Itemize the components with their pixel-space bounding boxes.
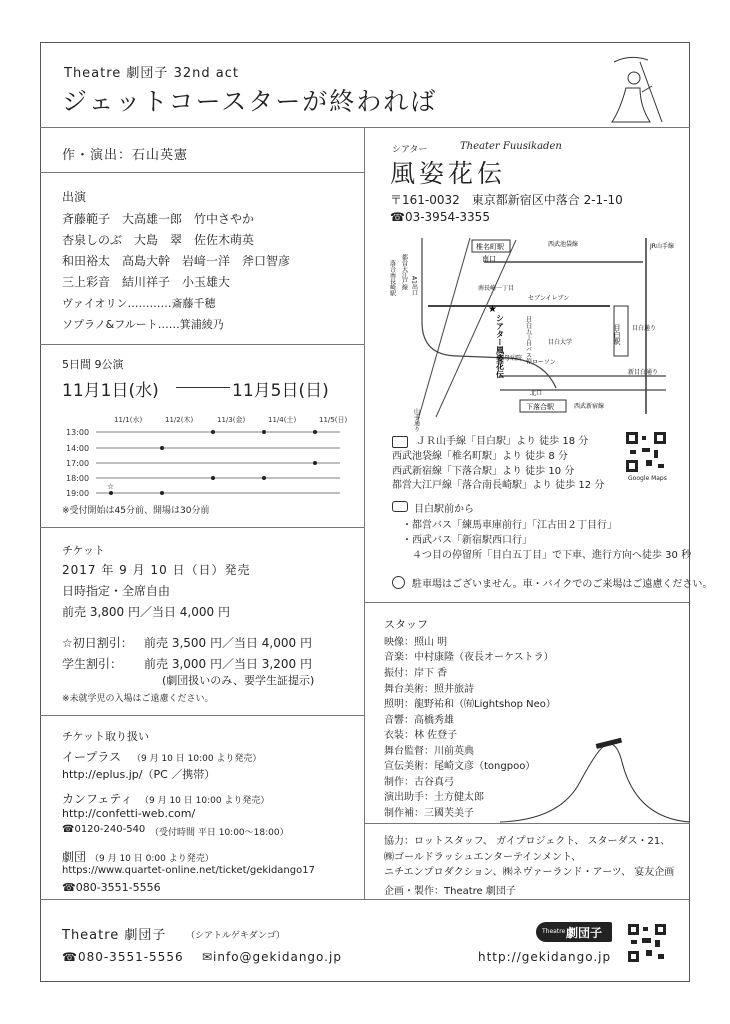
map-south-exit: 南口 (482, 255, 496, 263)
access-line: 都営大江戸線「落合南長崎駅」より 徒歩 12 分 (392, 480, 605, 491)
date-label: 11/5(日) (319, 416, 348, 424)
logo-big-text: 劇団子 (566, 926, 603, 940)
map-mejiro5-bus: 目白五丁目バス停 (524, 316, 532, 364)
staff-line: 音響：高橋秀雄 (384, 715, 454, 726)
ticket-sales-heading: チケット取り扱い (62, 730, 150, 743)
staff-line: 舞台美術：照井旅詩 (384, 684, 474, 695)
map-qr-code[interactable] (626, 432, 666, 472)
divider (40, 344, 364, 345)
performance-dot (211, 476, 215, 480)
staff-line: 制作補：三國芙美子 (384, 808, 474, 819)
staff-line: 舞台監督：川前英典 (384, 746, 474, 757)
map-yamanote: JR山手線 (650, 243, 674, 250)
start-date: 11月1日(水) (62, 381, 159, 401)
ticket-seating: 日時指定・全席自由 (62, 584, 171, 598)
end-date: 11月5日(日) (232, 381, 329, 401)
map-shimoochiai: 下落合駅 (526, 403, 554, 411)
map-yamate-dori: 山手通り (412, 408, 420, 432)
director-credit: 作・演出：石山英憲 (62, 148, 189, 163)
troupe-sales-name: 劇団 (62, 850, 87, 864)
cooperation-line: 協力：ロットスタッフ、 ガイプロジェクト、 スターダス・21、 (384, 836, 671, 847)
date-label: 11/3(金) (217, 416, 246, 424)
column-divider (364, 127, 365, 899)
date-label: 11/1(水) (114, 416, 143, 424)
venue-name: 風姿花伝 (390, 159, 507, 188)
time-label: 17:00 (66, 459, 90, 468)
bus-icon (392, 501, 408, 512)
cast-line: 斉藤範子 大高雄一郎 竹中さやか (62, 212, 255, 226)
map-minaminagasaki: 南長崎一丁目 (478, 285, 515, 292)
access-line: ＪＲ山手線「目白駅」より 徒歩 18 分 (416, 436, 589, 447)
footer-tel: ☎080-3551-5556 (62, 950, 184, 964)
map-seibo: 聖母病院 (498, 355, 523, 362)
eplus-url[interactable]: http://eplus.jp/（PC ／携帯） (62, 768, 216, 781)
series-title: Theatre 劇団子 32nd act (64, 66, 239, 81)
footer-email[interactable]: ✉info@gekidango.jp (202, 950, 342, 964)
performance-grid (62, 412, 352, 500)
staff-line: 映像：照山 明 (384, 637, 448, 648)
performance-dot (109, 491, 113, 495)
parking-note: 駐車場はございません。車・バイクでのご来場はご遠慮ください。 (412, 579, 713, 590)
map-mejiro-univ: 目白大学 (548, 339, 573, 346)
producer-credit: 企画・製作：Theatre 劇団子 (384, 886, 516, 897)
staff-heading: スタッフ (384, 618, 428, 631)
map-theater-star: ★ (488, 304, 497, 315)
confetti-tel: ☎0120-240-540 (62, 824, 146, 835)
map-seven: セブンイレブン (528, 295, 570, 302)
time-label: 18:00 (66, 474, 90, 483)
ticket-heading: チケット (62, 544, 106, 557)
staff-line: 振付：岸下 香 (384, 668, 448, 679)
confetti-hours: （受付時間 平日 10:00～18:00） (150, 828, 289, 838)
play-title: ジェットコースターが終われば (62, 87, 438, 116)
staff-line: 宣伝美術：尾崎文彦（tongpoo） (384, 761, 536, 772)
child-note: ※未就学児の入場はご遠慮ください。 (62, 694, 214, 704)
map-mejiro-dori: 目白通り (632, 325, 657, 332)
bus-line: ・都営バス「練馬車庫前行」「江古田２丁目行」 (402, 520, 617, 531)
ticket-release: 2017 年 9 月 10 日（日）発売 (62, 563, 251, 577)
staff-line: 衣装：林 佐登子 (384, 730, 458, 741)
cast-line: ヴァイオリン…………斎藤千穂 (62, 297, 216, 310)
troupe-sales-url[interactable]: https://www.quartet-online.net/ticket/gekidango17 (62, 865, 315, 876)
ticket-price: 前売 3,800 円／当日 4,000 円 (62, 605, 230, 619)
bus-line: ・西武バス「新宿駅西口行」 (402, 535, 532, 546)
bus-line: 目白駅前から (414, 504, 474, 515)
footer-troupe: Theatre 劇団子 (62, 928, 167, 943)
performance-dot (262, 430, 266, 434)
cast-line: 和田裕太 高島大幹 岩﨑一洋 斧口智彦 (62, 254, 291, 268)
schedule-heading: 5日間 9公演 (62, 358, 124, 371)
venue-address: 〒161-0032 東京都新宿区中落合 2-1-10 (390, 193, 623, 207)
date-range-line (176, 387, 230, 388)
map-theater: シアター風姿花伝 (495, 314, 505, 378)
divider (40, 715, 364, 716)
access-line: 西武池袋線「椎名町駅」より 徒歩 8 分 (392, 451, 568, 462)
site-qr-code[interactable] (628, 924, 666, 962)
date-label: 11/2(木) (165, 416, 194, 424)
venue-tel: ☎03-3954-3355 (390, 210, 490, 224)
performance-dot (313, 461, 317, 465)
cast-line: 杏泉しのぶ 大島 翠 佐佐木萌英 (62, 233, 255, 247)
student-note: (劇団扱いのみ、要学生証提示) (162, 674, 315, 687)
venue-en-name: Theater Fuusikaden (460, 141, 562, 152)
map-ochiai-station: 落合南長崎駅 (388, 260, 396, 296)
map-shiinamachi: 椎名町駅 (476, 243, 504, 251)
footer-url[interactable]: http://gekidango.jp (478, 950, 612, 964)
time-label: 14:00 (66, 444, 90, 453)
date-label: 11/4(土) (268, 416, 297, 424)
venue-kana: シアター (392, 145, 428, 155)
map-oedo-line: 都営大江戸線 (400, 254, 408, 290)
map-seibu-ikebukuro: 西武池袋線 (548, 241, 579, 248)
staff-line: 制作：古谷真弓 (384, 777, 454, 788)
troupe-sales-note: （9 月 10 日 0:00 より発売） (90, 854, 214, 864)
schedule-note: ※受付開始は45分前、開場は30分前 (62, 506, 210, 516)
cast-line: 三上彩音 結川祥子 小玉雄大 (62, 275, 231, 289)
student-discount-label: 学生割引： (62, 657, 123, 671)
divider (40, 172, 364, 173)
reaper-illustration (606, 52, 670, 128)
performance-dot (313, 430, 317, 434)
eplus-name: イープラス (62, 750, 122, 764)
divider (364, 602, 690, 603)
troupe-sales-tel: ☎080-3551-5556 (62, 881, 161, 894)
time-label: 13:00 (66, 428, 90, 437)
logo-small-text: Theatre (542, 928, 566, 935)
access-line: 西武新宿線「下落合駅」より 徒歩 10 分 (392, 466, 575, 477)
performance-dot (211, 430, 215, 434)
cooperation-line: ニチエンプロダクション、㈱ネヴァーランド・アーツ、 宴友企画 (384, 867, 675, 878)
map-lawson: ローソン (532, 359, 556, 366)
map-shin-mejiro-dori: 新目白通り (628, 369, 659, 376)
performance-dot (262, 476, 266, 480)
access-map (388, 232, 674, 432)
performance-dot (160, 491, 164, 495)
divider (40, 527, 364, 528)
eplus-note: （9 月 10 日 10:00 より発売） (132, 754, 262, 764)
no-parking-icon (392, 576, 405, 589)
footer-reading: （シアトルゲキダンゴ） (186, 931, 285, 941)
student-discount-price: 前売 3,000 円／当日 3,200 円 (144, 657, 312, 671)
map-mejiro-station: 目白駅 (613, 324, 621, 345)
opening-star: ☆ (107, 482, 115, 491)
divider (40, 127, 690, 128)
map-seibu-shinjuku: 西武新宿線 (574, 403, 605, 410)
cast-line: ソプラノ&フルート……箕浦綾乃 (62, 318, 224, 331)
map-north-exit: 北口 (530, 390, 543, 397)
confetti-url[interactable]: http://confetti-web.com/ (62, 807, 196, 820)
staff-line: 演出助手：土方健太郎 (384, 792, 484, 803)
cooperation-line: ㈱ゴールドラッシュエンターテインメント、 (384, 852, 582, 863)
roller-coaster-illustration (500, 722, 690, 824)
qr-caption: Google Maps (628, 475, 667, 482)
confetti-name: カンフェティ (62, 792, 133, 806)
opening-discount-price: 前売 3,500 円／当日 4,000 円 (144, 636, 312, 650)
time-label: 19:00 (66, 489, 90, 498)
opening-discount-label: ☆初日割引： (62, 636, 133, 650)
divider (40, 899, 690, 900)
map-a1-exit: A1出口 (410, 276, 418, 296)
bus-line: ４つ目の停留所「目白五丁目」で下車、進行方向へ徒歩 30 秒 (412, 550, 692, 561)
performance-dot (160, 446, 164, 450)
cast-heading: 出演 (62, 190, 87, 204)
staff-line: 音楽：中村康隆（夜長オーケストラ） (384, 652, 554, 663)
staff-line: 照明：龍野祐和（㈲Lightshop Neo） (384, 699, 556, 710)
confetti-note: （9 月 10 日 10:00 より発売） (140, 796, 270, 806)
troupe-logo (536, 922, 612, 942)
